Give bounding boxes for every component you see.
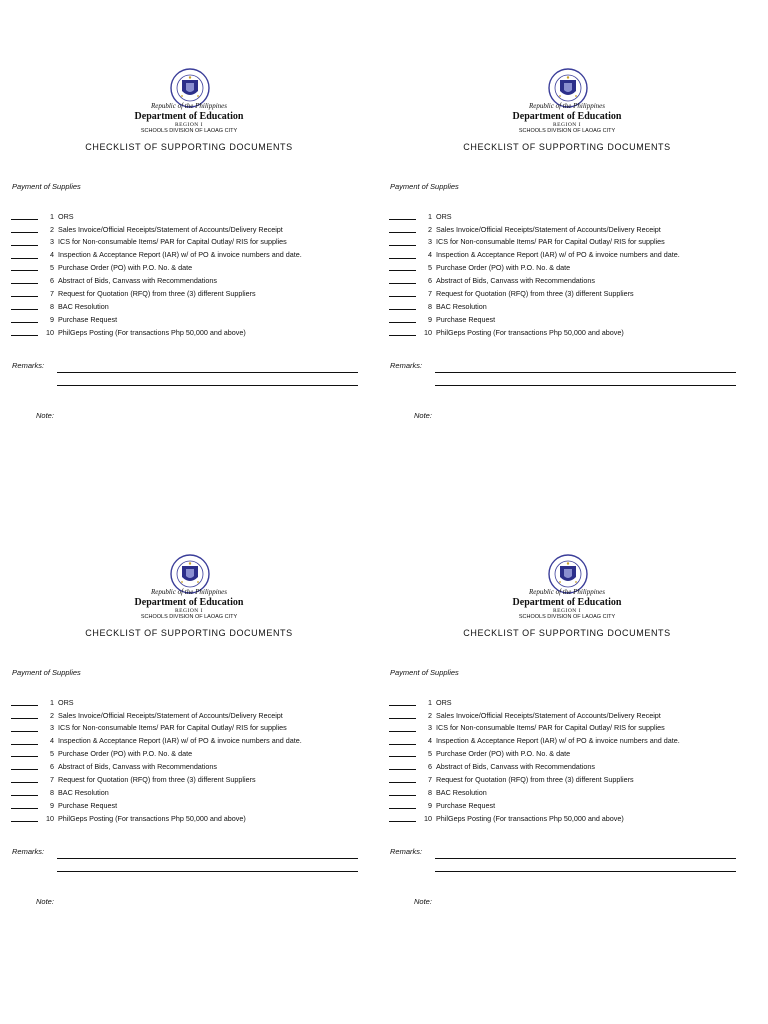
division-line: SCHOOLS DIVISION OF LAOAG CITY: [518, 614, 616, 620]
remarks-label: Remarks:: [390, 847, 423, 856]
remarks-line[interactable]: [435, 871, 736, 872]
region-line: REGION I: [553, 608, 581, 614]
item-number: 7: [428, 775, 432, 785]
checklist-item: [11, 284, 302, 297]
check-blank[interactable]: [11, 262, 38, 271]
item-text: Abstract of Bids, Canvass with Recommendations: [58, 276, 217, 286]
item-number: 9: [428, 314, 432, 324]
item-text: Abstract of Bids, Canvass with Recommendations: [436, 276, 595, 286]
checklist-item: [389, 271, 680, 284]
checklist-item: [11, 706, 302, 719]
item-text: Purchase Order (PO) with P.O. No. & date: [436, 749, 571, 759]
item-text: Inspection & Acceptance Report (IAR) w/ of PO & invoice numbers and date.: [58, 250, 302, 260]
checklist-item: [11, 220, 302, 233]
check-blank[interactable]: [11, 723, 38, 732]
item-text: Purchase Order (PO) with P.O. No. & date: [58, 263, 193, 273]
item-number: 10: [424, 327, 432, 337]
item-text: ORS: [58, 211, 74, 221]
checklist-item: [11, 297, 302, 310]
check-blank[interactable]: [389, 301, 416, 310]
item-text: Purchase Request: [58, 314, 118, 324]
checklist-title: CHECKLIST OF SUPPORTING DOCUMENTS: [463, 628, 671, 638]
checklist-item: [11, 796, 302, 809]
checklist-form-top-right: [378, 0, 756, 480]
item-text: Abstract of Bids, Canvass with Recommendations: [436, 762, 595, 772]
item-number: 2: [428, 224, 432, 234]
item-text: Request for Quotation (RFQ) from three (3) different Suppliers: [436, 775, 634, 785]
item-number: 2: [428, 710, 432, 720]
item-number: 7: [428, 289, 432, 299]
checklist-items: [11, 693, 302, 822]
check-blank[interactable]: [11, 787, 38, 796]
checklist-item: [389, 796, 680, 809]
item-number: 1: [428, 697, 432, 707]
item-text: Sales Invoice/Official Receipts/Statement of Accounts/Delivery Receipt: [58, 710, 283, 720]
item-number: 10: [46, 327, 54, 337]
checklist-item: [11, 719, 302, 732]
check-blank[interactable]: [389, 250, 416, 259]
item-text: ORS: [58, 697, 74, 707]
region-line: REGION I: [553, 122, 581, 128]
item-number: 1: [428, 211, 432, 221]
item-number: 5: [428, 749, 432, 759]
check-blank[interactable]: [389, 697, 416, 706]
checklist-item: [389, 706, 680, 719]
remarks-label: Remarks:: [12, 847, 45, 856]
checklist-item: [389, 259, 680, 272]
checklist-item: [389, 310, 680, 323]
item-text: ORS: [436, 697, 452, 707]
check-blank[interactable]: [11, 327, 38, 336]
remarks-line[interactable]: [435, 858, 736, 859]
checklist-item: [11, 233, 302, 246]
item-number: 9: [428, 800, 432, 810]
item-number: 3: [50, 237, 54, 247]
check-blank[interactable]: [389, 288, 416, 297]
checklist-item: [11, 323, 302, 336]
item-text: PhilGeps Posting (For transactions Php 50,000 and above): [436, 813, 624, 823]
check-blank[interactable]: [11, 275, 38, 284]
division-line: SCHOOLS DIVISION OF LAOAG CITY: [140, 614, 238, 620]
checklist-title: CHECKLIST OF SUPPORTING DOCUMENTS: [463, 142, 671, 152]
checklist-item: [389, 220, 680, 233]
item-number: 6: [428, 762, 432, 772]
item-number: 10: [46, 813, 54, 823]
note-label: Note:: [414, 411, 432, 420]
item-text: BAC Resolution: [58, 787, 109, 797]
checklist-item: [11, 757, 302, 770]
item-text: Sales Invoice/Official Receipts/Statement of Accounts/Delivery Receipt: [436, 710, 661, 720]
check-blank[interactable]: [11, 748, 38, 757]
check-blank[interactable]: [11, 211, 38, 220]
checklist-items: [11, 207, 302, 336]
item-text: Request for Quotation (RFQ) from three (3) different Suppliers: [436, 289, 634, 299]
item-text: BAC Resolution: [436, 787, 487, 797]
subheading: Payment of Supplies: [390, 182, 459, 191]
item-number: 8: [50, 301, 54, 311]
checklist-item: [389, 297, 680, 310]
item-number: 7: [50, 775, 54, 785]
item-text: Inspection & Acceptance Report (IAR) w/ of PO & invoice numbers and date.: [436, 250, 680, 260]
checklist-item: [389, 323, 680, 336]
item-text: BAC Resolution: [436, 301, 487, 311]
check-blank[interactable]: [389, 211, 416, 220]
check-blank[interactable]: [389, 748, 416, 757]
remarks-line[interactable]: [57, 372, 358, 373]
item-text: BAC Resolution: [58, 301, 109, 311]
item-number: 2: [50, 710, 54, 720]
check-blank[interactable]: [389, 787, 416, 796]
check-blank[interactable]: [11, 237, 38, 246]
note-label: Note:: [414, 897, 432, 906]
item-number: 6: [50, 276, 54, 286]
checklist-item: [11, 246, 302, 259]
remarks-line[interactable]: [435, 372, 736, 373]
item-number: 3: [428, 723, 432, 733]
item-number: 8: [428, 787, 432, 797]
remarks-label: Remarks:: [12, 361, 45, 370]
department-name: Department of Education: [134, 111, 244, 122]
check-blank[interactable]: [11, 736, 38, 745]
checklist-item: [11, 745, 302, 758]
subheading: Payment of Supplies: [12, 182, 81, 191]
checklist-item: [11, 207, 302, 220]
checklist-form-bottom-right: [378, 486, 756, 966]
item-text: Sales Invoice/Official Receipts/Statement of Accounts/Delivery Receipt: [58, 224, 283, 234]
item-number: 9: [50, 800, 54, 810]
checklist-title: CHECKLIST OF SUPPORTING DOCUMENTS: [85, 628, 293, 638]
item-number: 4: [428, 250, 432, 260]
checklist-form-bottom-left: [0, 486, 378, 966]
checklist-item: [11, 259, 302, 272]
checklist-item: [389, 693, 680, 706]
item-text: Purchase Order (PO) with P.O. No. & date: [436, 263, 571, 273]
division-line: SCHOOLS DIVISION OF LAOAG CITY: [140, 128, 238, 134]
item-number: 7: [50, 289, 54, 299]
item-number: 8: [50, 787, 54, 797]
checklist-form-top-left: [0, 0, 378, 480]
republic-line: Republic of the Philippines: [528, 102, 605, 110]
department-name: Department of Education: [134, 597, 244, 608]
item-number: 4: [428, 736, 432, 746]
check-blank[interactable]: [389, 237, 416, 246]
checklist-item: [389, 719, 680, 732]
item-number: 3: [50, 723, 54, 733]
region-line: REGION I: [175, 122, 203, 128]
republic-line: Republic of the Philippines: [150, 588, 227, 596]
item-number: 5: [50, 749, 54, 759]
check-blank[interactable]: [11, 697, 38, 706]
check-blank[interactable]: [11, 761, 38, 770]
department-name: Department of Education: [512, 597, 622, 608]
checklist-item: [11, 809, 302, 822]
checklist-item: [11, 783, 302, 796]
item-number: 1: [50, 211, 54, 221]
checklist-item: [11, 770, 302, 783]
check-blank[interactable]: [389, 275, 416, 284]
remarks-label: Remarks:: [390, 361, 423, 370]
item-text: Abstract of Bids, Canvass with Recommendations: [58, 762, 217, 772]
check-blank[interactable]: [389, 710, 416, 719]
item-text: Inspection & Acceptance Report (IAR) w/ of PO & invoice numbers and date.: [436, 736, 680, 746]
item-number: 8: [428, 301, 432, 311]
check-blank[interactable]: [389, 723, 416, 732]
item-number: 5: [50, 263, 54, 273]
item-number: 3: [428, 237, 432, 247]
checklist-item: [389, 809, 680, 822]
item-number: 5: [428, 263, 432, 273]
item-number: 10: [424, 813, 432, 823]
remarks-line[interactable]: [57, 385, 358, 386]
remarks-line[interactable]: [435, 385, 736, 386]
checklist-item: [389, 207, 680, 220]
item-number: 4: [50, 250, 54, 260]
republic-line: Republic of the Philippines: [150, 102, 227, 110]
checklist-title: CHECKLIST OF SUPPORTING DOCUMENTS: [85, 142, 293, 152]
item-text: Inspection & Acceptance Report (IAR) w/ of PO & invoice numbers and date.: [58, 736, 302, 746]
check-blank[interactable]: [389, 813, 416, 822]
item-text: PhilGeps Posting (For transactions Php 50,000 and above): [58, 327, 246, 337]
item-text: Request for Quotation (RFQ) from three (3) different Suppliers: [58, 289, 256, 299]
item-text: PhilGeps Posting (For transactions Php 50,000 and above): [436, 327, 624, 337]
check-blank[interactable]: [389, 774, 416, 783]
check-blank[interactable]: [11, 774, 38, 783]
item-number: 9: [50, 314, 54, 324]
checklist-item: [389, 732, 680, 745]
check-blank[interactable]: [11, 710, 38, 719]
remarks-line[interactable]: [57, 871, 358, 872]
checklist-item: [11, 310, 302, 323]
check-blank[interactable]: [11, 250, 38, 259]
item-text: Purchase Request: [436, 314, 496, 324]
item-text: ICS for Non-consumable Items/ PAR for Capital Outlay/ RIS for supplies: [58, 237, 287, 247]
checklist-item: [389, 284, 680, 297]
remarks-line[interactable]: [57, 858, 358, 859]
region-line: REGION I: [175, 608, 203, 614]
item-text: ORS: [436, 211, 452, 221]
item-number: 6: [50, 762, 54, 772]
checklist-item: [11, 732, 302, 745]
checklist-item: [389, 770, 680, 783]
check-blank[interactable]: [389, 736, 416, 745]
subheading: Payment of Supplies: [390, 668, 459, 677]
item-text: ICS for Non-consumable Items/ PAR for Capital Outlay/ RIS for supplies: [58, 723, 287, 733]
item-number: 6: [428, 276, 432, 286]
division-line: SCHOOLS DIVISION OF LAOAG CITY: [518, 128, 616, 134]
checklist-item: [11, 693, 302, 706]
check-blank[interactable]: [11, 800, 38, 809]
check-blank[interactable]: [389, 224, 416, 233]
check-blank[interactable]: [389, 262, 416, 271]
checklist-item: [389, 233, 680, 246]
item-text: PhilGeps Posting (For transactions Php 50,000 and above): [58, 813, 246, 823]
check-blank[interactable]: [389, 761, 416, 770]
checklist-item: [389, 246, 680, 259]
note-label: Note:: [36, 897, 54, 906]
check-blank[interactable]: [11, 224, 38, 233]
checklist-items: [389, 207, 680, 336]
item-number: 2: [50, 224, 54, 234]
item-text: ICS for Non-consumable Items/ PAR for Capital Outlay/ RIS for supplies: [436, 237, 665, 247]
republic-line: Republic of the Philippines: [528, 588, 605, 596]
item-text: Sales Invoice/Official Receipts/Statement of Accounts/Delivery Receipt: [436, 224, 661, 234]
checklist-item: [389, 783, 680, 796]
check-blank[interactable]: [11, 314, 38, 323]
item-text: Purchase Request: [436, 800, 496, 810]
item-number: 1: [50, 697, 54, 707]
check-blank[interactable]: [11, 288, 38, 297]
item-text: Request for Quotation (RFQ) from three (3) different Suppliers: [58, 775, 256, 785]
note-label: Note:: [36, 411, 54, 420]
checklist-items: [389, 693, 680, 822]
item-text: Purchase Order (PO) with P.O. No. & date: [58, 749, 193, 759]
checklist-item: [389, 745, 680, 758]
subheading: Payment of Supplies: [12, 668, 81, 677]
item-number: 4: [50, 736, 54, 746]
check-blank[interactable]: [389, 327, 416, 336]
checklist-item: [389, 757, 680, 770]
check-blank[interactable]: [11, 301, 38, 310]
check-blank[interactable]: [11, 813, 38, 822]
item-text: ICS for Non-consumable Items/ PAR for Capital Outlay/ RIS for supplies: [436, 723, 665, 733]
check-blank[interactable]: [389, 800, 416, 809]
department-name: Department of Education: [512, 111, 622, 122]
checklist-item: [11, 271, 302, 284]
item-text: Purchase Request: [58, 800, 118, 810]
check-blank[interactable]: [389, 314, 416, 323]
